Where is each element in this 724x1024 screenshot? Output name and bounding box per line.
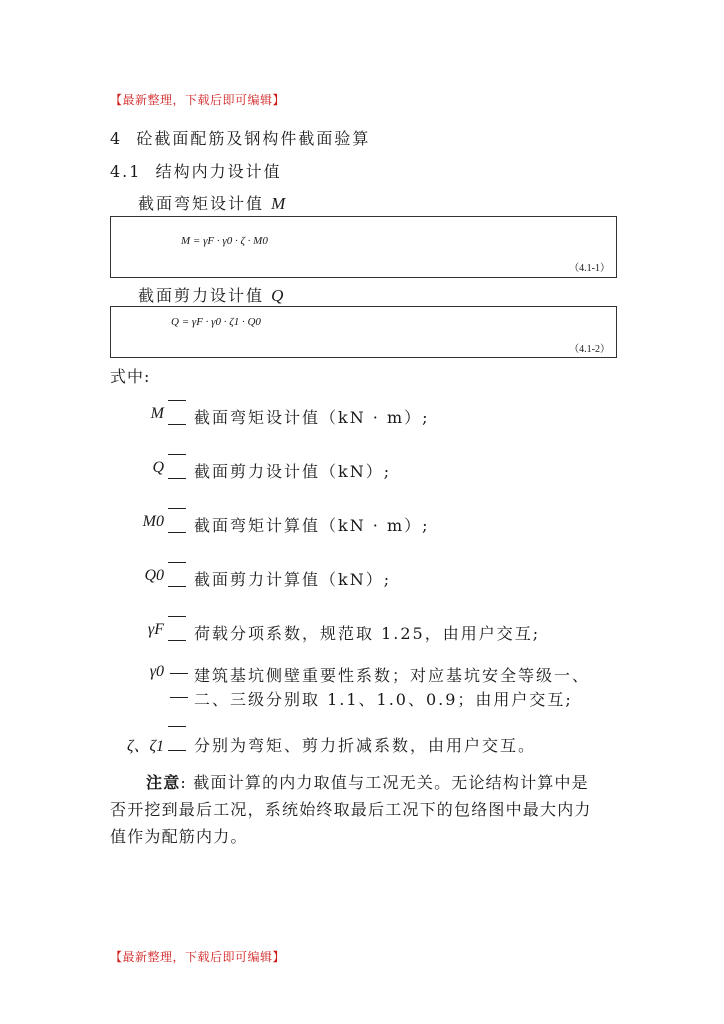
moment-symbol: M	[271, 194, 286, 213]
def-text-gamma-0-cont: 二、三级分别取 1.1、1.0、0.9；由用户交互;	[194, 690, 573, 709]
note-line-3: 值作为配筋内力。	[110, 827, 248, 846]
def-text-q: 截面剪力设计值（kN）;	[194, 462, 392, 481]
def-symbol-m: M	[150, 405, 164, 422]
def-symbol-q: Q	[152, 459, 164, 476]
section-number: 4	[110, 129, 123, 148]
section-heading	[110, 126, 370, 149]
moment-label: 截面弯矩设计值	[138, 194, 265, 213]
shear-formula-box	[110, 306, 617, 358]
def-text-q0: 截面剪力计算值（kN）;	[194, 570, 392, 589]
shear-symbol: Q	[271, 286, 284, 305]
header-note: 【最新整理，下载后即可编辑】	[110, 93, 286, 107]
subsection-heading	[110, 159, 282, 182]
def-text-m0: 截面弯矩计算值（kN · m）;	[194, 516, 430, 535]
def-symbol-gamma-f: γF	[147, 621, 164, 638]
def-text-zeta: 分别为弯矩、剪力折减系数，由用户交互。	[194, 736, 537, 755]
moment-formula-box	[110, 216, 617, 278]
moment-formula: M = γF · γ0 · ζ · M0	[181, 235, 268, 247]
dash-bottom	[168, 532, 186, 533]
dash-top	[168, 508, 186, 509]
subsection-title: 结构内力设计值	[155, 162, 282, 181]
footer-note: 【最新整理，下载后即可编辑】	[110, 950, 286, 964]
dash-bottom	[168, 586, 186, 587]
def-symbol-m0: M0	[142, 513, 164, 530]
dash-top	[168, 400, 186, 401]
shear-eq-number: （4.1-2）	[569, 344, 610, 355]
dash-bottom	[168, 750, 186, 751]
def-text-gamma-f: 荷载分项系数，规范取 1.25，由用户交互;	[194, 624, 541, 643]
note-text-1: : 截面计算的内力取值与工况无关。无论结构计算中是	[180, 773, 589, 792]
where-label: 式中:	[110, 367, 151, 386]
dash-bottom	[168, 478, 186, 479]
dash-top	[168, 562, 186, 563]
subsection-number: 4.1	[110, 162, 142, 181]
shear-heading	[138, 283, 283, 306]
moment-eq-number: （4.1-1）	[569, 263, 610, 274]
def-text-gamma-0: 建筑基坑侧壁重要性系数；对应基坑安全等级一、	[194, 666, 591, 685]
dash-top	[168, 616, 186, 617]
dash-top	[168, 726, 186, 727]
dash-bottom	[168, 424, 186, 425]
note-line-1	[146, 770, 589, 793]
em-dash	[170, 697, 188, 698]
note-line-2: 否开挖到最后工况，系统始终取最后工况下的包络图中最大内力	[110, 800, 592, 819]
moment-heading	[138, 191, 285, 214]
shear-formula: Q = γF · γ0 · ζ1 · Q0	[171, 316, 261, 328]
section-title: 砼截面配筋及钢构件截面验算	[136, 129, 371, 148]
def-symbol-q0: Q0	[144, 567, 164, 584]
dash-top	[168, 454, 186, 455]
em-dash	[170, 673, 188, 674]
def-text-m: 截面弯矩设计值（kN · m）;	[194, 408, 430, 427]
def-symbol-zeta: ζ、ζ1	[127, 738, 164, 755]
shear-label: 截面剪力设计值	[138, 286, 265, 305]
def-symbol-gamma-0: γ0	[149, 663, 164, 680]
note-label: 注意	[146, 773, 181, 792]
dash-bottom	[168, 640, 186, 641]
